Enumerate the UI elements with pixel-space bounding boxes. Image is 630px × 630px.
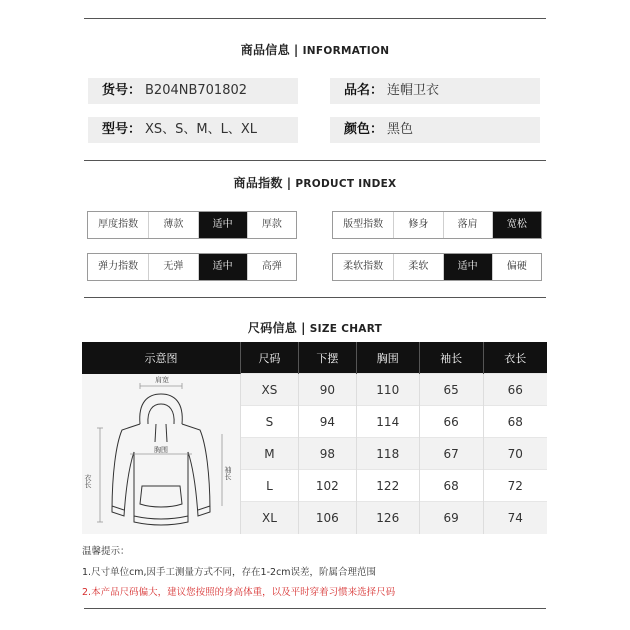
info-item-number [88,78,298,104]
diagram-label-length: 衣长 [84,473,92,488]
info-sizes [88,117,298,143]
index-option: 薄款 [148,212,197,238]
cell-chest: 110 [356,374,419,406]
index-fit [332,211,542,239]
info-value: 连帽卫衣 [387,83,440,98]
table-row [82,374,547,406]
divider [84,297,546,298]
product-index-title-cn: 商品指数 [233,176,283,190]
index-option: 偏硬 [492,254,541,280]
hoodie-diagram-cell [82,374,241,534]
info-key: 颜色： [344,122,384,137]
index-option-selected: 宽松 [492,212,541,238]
information-title-cn: 商品信息 [240,43,290,57]
cell-hem: 98 [298,438,356,470]
index-option: 修身 [393,212,442,238]
cell-size: M [241,438,299,470]
hoodie-diagram [82,374,240,534]
product-index-title-sep: | [286,176,292,190]
cell-size: XL [241,502,299,534]
header-chest: 胸围 [356,342,419,374]
index-option: 柔软 [393,254,442,280]
index-label: 版型指数 [343,219,384,230]
size-chart-title [0,319,630,336]
notes-line-1: 1.尺寸单位cm,因手工测量方式不同，存在1-2cm误差，阶属合理范围 [82,567,377,578]
header-diagram: 示意图 [82,342,241,374]
bottom-divider [84,608,546,609]
cell-sleeve: 68 [419,470,483,502]
info-value: B204NB701802 [145,83,248,98]
diagram-label-chest: 胸围 [154,445,168,454]
size-chart-title-en: SIZE CHART [309,323,383,335]
index-elasticity [87,253,297,281]
header-sleeve: 袖长 [419,342,483,374]
index-option: 无弹 [148,254,197,280]
index-option-selected: 适中 [198,212,247,238]
index-option: 落肩 [443,212,492,238]
cell-sleeve: 69 [419,502,483,534]
info-key: 型号： [102,122,142,137]
cell-chest: 126 [356,502,419,534]
size-chart-title-sep: | [301,321,306,335]
info-value: 黑色 [387,122,414,137]
divider [84,160,546,161]
cell-chest: 118 [356,438,419,470]
index-option-selected: 适中 [198,254,247,280]
index-option: 厚款 [247,212,296,238]
diagram-label-shoulder: 肩宽 [155,375,169,384]
cell-size: S [241,406,299,438]
cell-length: 70 [483,438,547,470]
cell-chest: 114 [356,406,419,438]
size-table-header [82,342,547,374]
info-value: XS、S、M、L、XL [145,122,258,137]
index-option-selected: 适中 [443,254,492,280]
cell-hem: 90 [298,374,356,406]
index-label: 厚度指数 [98,219,139,230]
cell-size: L [241,470,299,502]
cell-length: 66 [483,374,547,406]
product-index-title-en: PRODUCT INDEX [295,178,397,190]
info-key: 货号： [102,83,142,98]
cell-sleeve: 66 [419,406,483,438]
index-option: 高弹 [247,254,296,280]
header-length: 衣长 [483,342,547,374]
cell-hem: 102 [298,470,356,502]
info-product-name [330,78,540,104]
info-color [330,117,540,143]
info-key: 品名： [344,83,384,98]
cell-size: XS [241,374,299,406]
cell-hem: 94 [298,406,356,438]
cell-sleeve: 67 [419,438,483,470]
cell-length: 72 [483,470,547,502]
header-size: 尺码 [241,342,299,374]
cell-chest: 122 [356,470,419,502]
notes-line-2: 2.本产品尺码偏大，建议您按照的身高体重，以及平时穿着习惯来选择尺码 [82,587,396,598]
top-divider [84,18,546,19]
cell-length: 74 [483,502,547,534]
header-hem: 下摆 [298,342,356,374]
index-thickness [87,211,297,239]
cell-sleeve: 65 [419,374,483,406]
product-index-title [0,174,630,191]
size-chart-title-cn: 尺码信息 [247,321,298,335]
diagram-label-sleeve: 袖长 [224,465,232,480]
information-title-en: INFORMATION [302,45,390,57]
index-label: 弹力指数 [98,261,139,272]
cell-hem: 106 [298,502,356,534]
information-title [0,41,630,58]
information-title-sep: | [293,43,299,57]
index-softness [332,253,542,281]
index-label: 柔软指数 [343,261,384,272]
cell-length: 68 [483,406,547,438]
notes-title: 温馨提示： [82,546,130,557]
size-table [82,342,547,534]
